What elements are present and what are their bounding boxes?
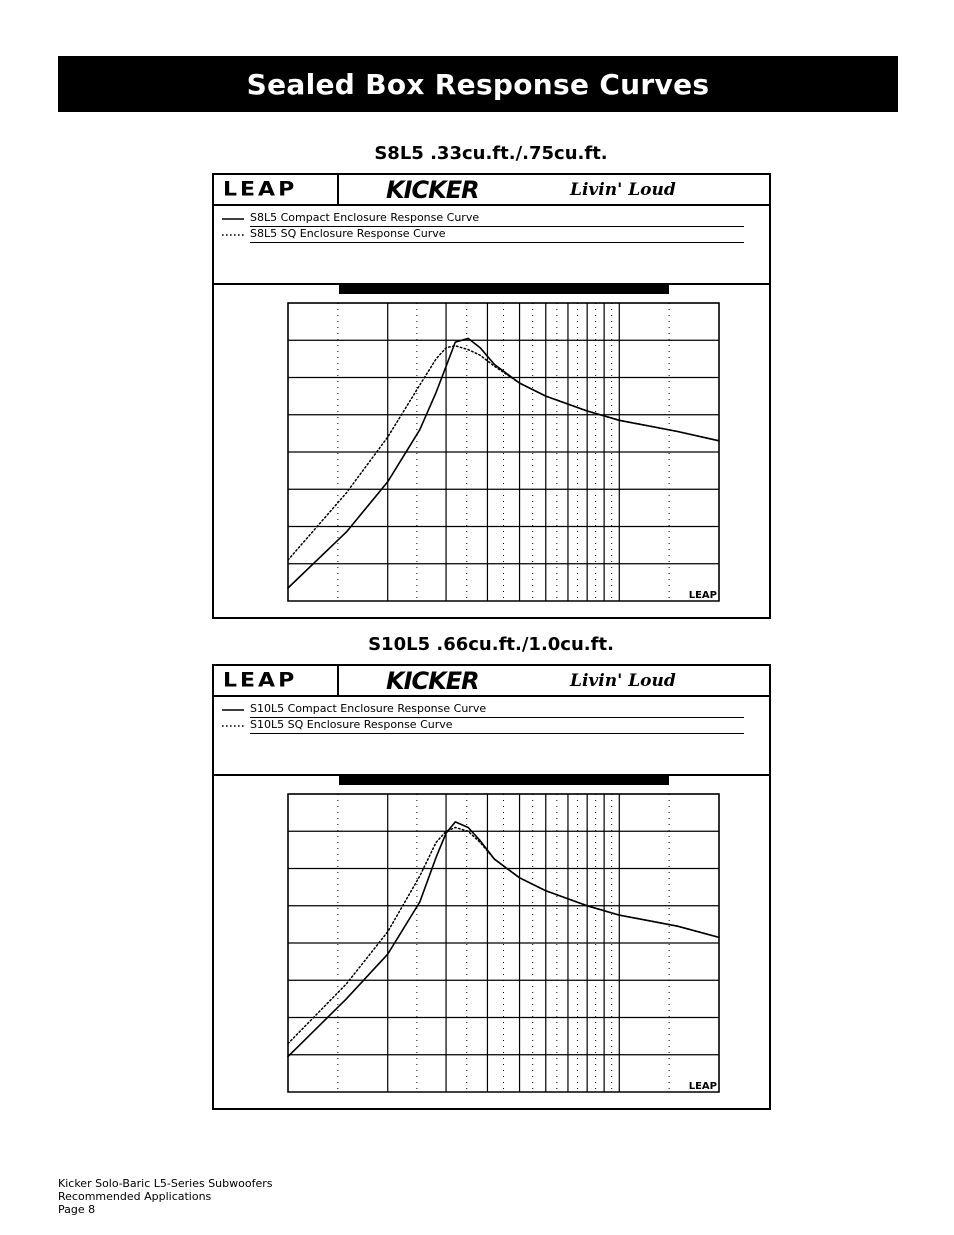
legend-entry: [222, 227, 746, 243]
solid-line-swatch-icon: [222, 702, 244, 718]
chart-legend: [214, 206, 769, 285]
logo-strip: [214, 666, 769, 697]
leap-logo: LEAP: [223, 669, 298, 692]
legend-label: S10L5 SQ Enclosure Response Curve: [250, 718, 744, 734]
plot-area: [214, 776, 769, 1108]
page-footer: [58, 1177, 272, 1216]
chart-panel: [212, 664, 771, 1110]
livin-loud-logo: Livin' Loud: [570, 180, 676, 200]
footer-line: Page 8: [58, 1203, 96, 1216]
logo-divider: [337, 666, 339, 695]
footer-line: Kicker Solo-Baric L5-Series Subwoofers: [58, 1177, 273, 1190]
chart-title: S8L5 .33cu.ft./.75cu.ft.: [374, 143, 608, 164]
logo-strip: [214, 175, 769, 206]
legend-entry: [222, 211, 746, 227]
dotted-line-swatch-icon: [222, 718, 244, 734]
chart-legend: [214, 697, 769, 776]
response-chart: [214, 776, 769, 1108]
page-header: [58, 56, 898, 112]
chart-title: S10L5 .66cu.ft./1.0cu.ft.: [368, 634, 614, 655]
legend-label: S8L5 Compact Enclosure Response Curve: [250, 211, 744, 227]
series-line-compact: [288, 822, 719, 1057]
legend-label: S8L5 SQ Enclosure Response Curve: [250, 227, 744, 243]
plot-header-bar: [339, 776, 669, 785]
leap-mark-label: LEAP: [688, 1081, 717, 1092]
series-line-sq: [288, 828, 719, 1044]
page-title: Sealed Box Response Curves: [246, 67, 710, 101]
plot-area: [214, 285, 769, 617]
footer-line: Recommended Applications: [58, 1190, 212, 1203]
plot-header-bar: [339, 285, 669, 294]
response-chart: [214, 285, 769, 617]
solid-line-swatch-icon: [222, 211, 244, 227]
kicker-logo: KICKER: [386, 176, 479, 204]
livin-loud-logo: Livin' Loud: [570, 671, 676, 691]
logo-divider: [337, 175, 339, 204]
chart-panel: [212, 173, 771, 619]
leap-mark-label: LEAP: [688, 590, 717, 601]
kicker-logo: KICKER: [386, 667, 479, 695]
legend-label: S10L5 Compact Enclosure Response Curve: [250, 702, 744, 718]
legend-entry: [222, 718, 746, 734]
legend-entry: [222, 702, 746, 718]
leap-logo: LEAP: [223, 178, 298, 201]
dotted-line-swatch-icon: [222, 227, 244, 243]
